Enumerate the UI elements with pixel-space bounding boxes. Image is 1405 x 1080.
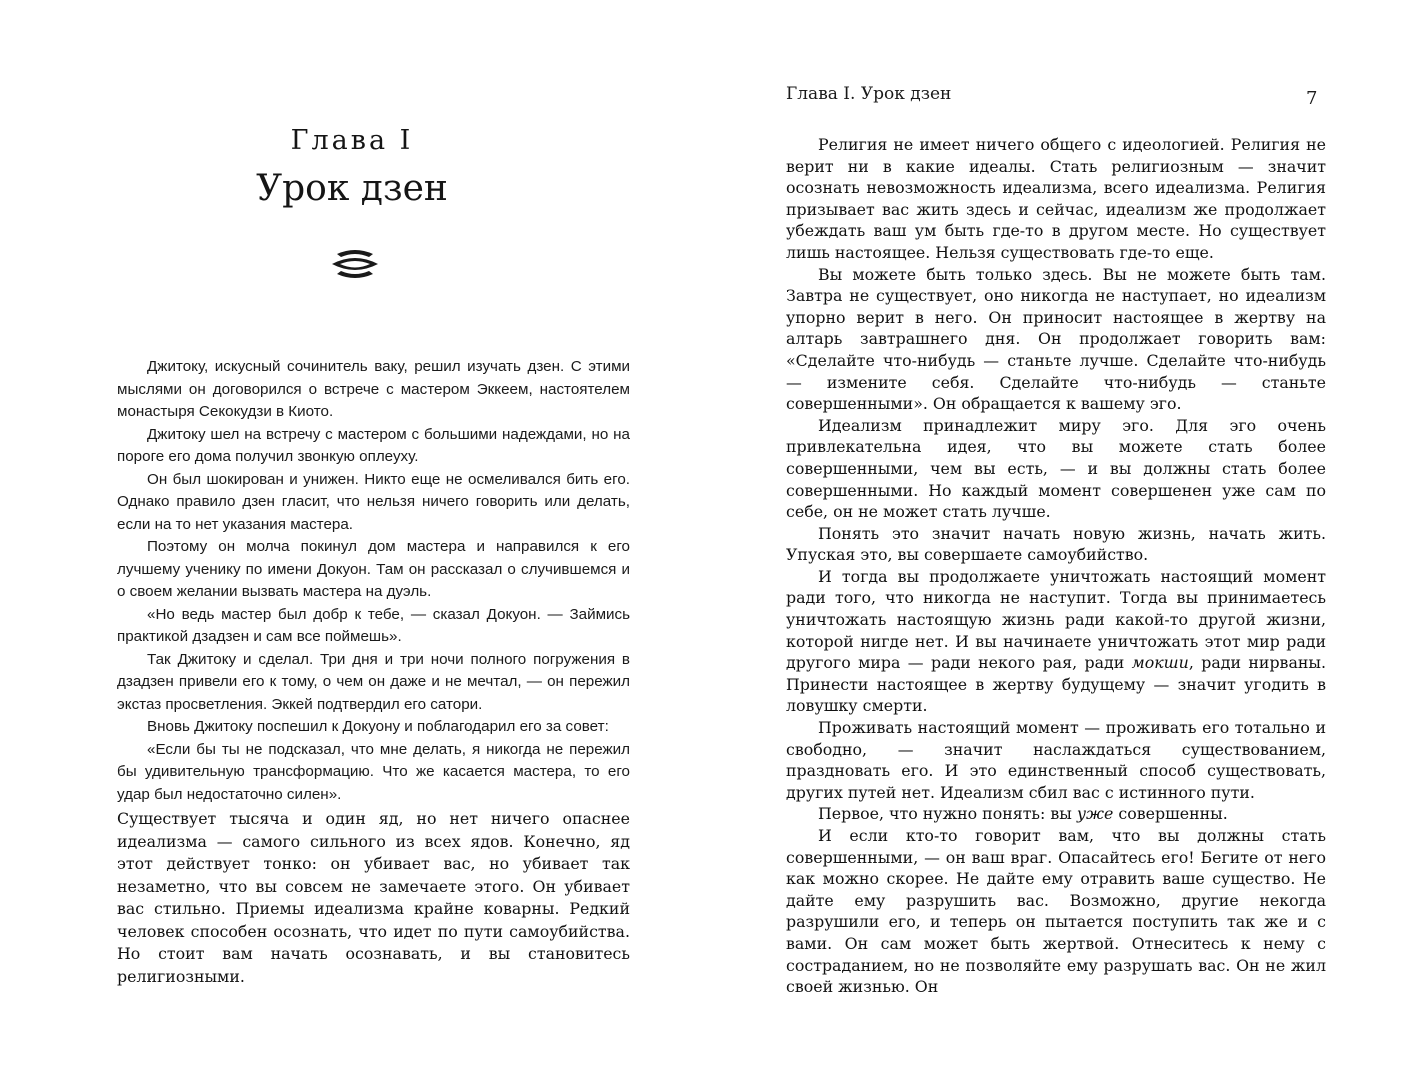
body-paragraph: И если кто-то говорит вам, что вы должны стать совершенными, — он ваш враг. Опасайтесь его! Бегите от него как можно скорее. Не дайте ему отравить ваше существо. Не дайте ему разрушить вас. Возможно, другие некогда разрушили его, и теперь он пытается поступить так же и с вами. Он сам может быть жертвой. Отнеситесь к нему с состраданием, но не позволяйте ему разрушать вас. Он не жил своей жизнью. Он <box>786 826 1326 997</box>
epigraph-paragraph: Он был шокирован и унижен. Никто еще не осмеливался бить его. Однако правило дзен гласит, что нельзя ничего говорить или делать, если на то нет указания мастера. <box>117 470 630 533</box>
wave-ornament-icon <box>331 247 379 281</box>
epigraph-paragraph: «Но ведь мастер был добр к тебе, — сказал Докуон. — Займись практикой дзадзен и сам все поймешь». <box>117 605 630 645</box>
page-number: 7 <box>1306 88 1318 109</box>
body-paragraph: Первое, что нужно понять: вы уже совершенны. <box>818 804 1228 824</box>
epigraph-paragraph: Поэтому он молча покинул дом мастера и направился к его лучшему ученику по имени Докуон. Там он рассказал о случившемся и о своем желании вызвать мастера на дуэль. <box>117 538 630 600</box>
epigraph-paragraph: Джитоку шел на встречу с мастером с большими надеждами, но на пороге его дома получил звонкую оплеуху. <box>117 425 630 465</box>
body-paragraph: Понять это значит начать новую жизнь, начать жить. Упуская это, вы совершаете самоубийство. <box>786 523 1326 565</box>
epigraph-paragraph: «Если бы ты не подсказал, что мне делать, я никогда не пережил бы удивительную трансформацию. Что же касается мастера, то его удар был недостаточно силен». <box>117 740 630 803</box>
chapter-title: Урок дзен <box>256 168 448 209</box>
epigraph-paragraph: Джитоку, искусный сочинитель ваку, решил изучать дзен. С этими мыслями он договорился о встрече с мастером Эккеем, настоятелем монастыря Секокудзи в Киото. <box>117 358 630 420</box>
chapter-label: Глава I <box>290 125 414 156</box>
body-paragraph: Существует тысяча и один яд, но нет ничего опаснее идеализма — самого сильного из всех ядов. Конечно, яд этот действует тонко: он убивает вас, но убивает так незаметно, что вы совсем не замечаете этого. Он убивает вас стильно. Приемы идеализма крайне коварны. Редкий человек способен осознать, что идет по пути самоубийства. Но стоит вам начать осознавать, и вы становитесь религиозными. <box>117 809 630 986</box>
epigraph-paragraph: Вновь Джитоку поспешил к Докуону и поблагодарил его за совет: <box>147 718 609 735</box>
epigraph <box>117 356 630 806</box>
right-page <box>702 0 1405 1080</box>
running-head: Глава I. Урок дзен <box>786 84 952 104</box>
body-paragraph: И тогда вы продолжаете уничтожать настоящий момент ради того, что никогда не наступит. Тогда вы принимаетесь уничтожать настоящую жизнь ради какой-то другой жизни, которой нигде нет. И вы начинаете уничтожать этот мир ради другого мира — ради некого рая, ради мокши, ради нирваны. Принести настоящее в жертву будущему — значит угодить в ловушку смерти. <box>786 566 1326 716</box>
right-body-text <box>786 134 1326 998</box>
left-page <box>0 0 702 1080</box>
body-paragraph: Проживать настоящий момент — проживать его тотально и свободно, — значит наслаждаться существованием, праздновать его. И это единственный способ существовать, других путей нет. Идеализм сбил вас с истинного пути. <box>786 718 1326 802</box>
left-body-text <box>117 808 630 988</box>
body-paragraph: Вы можете быть только здесь. Вы не можете быть там. Завтра не существует, оно никогда не наступает, но идеализм упорно верит в него. Он приносит настоящее в жертву на алтарь завтрашнего дня. Он продолжает говорить вам: «Сделайте что-нибудь — станьте лучше. Сделайте что-нибудь — измените себя. Сделайте что-нибудь — станьте совершенными». Он обращается к вашему эго. <box>786 264 1326 414</box>
body-paragraph: Религия не имеет ничего общего с идеологией. Религия не верит ни в какие идеалы. Стать религиозным — значит осознать невозможность идеализма, всего идеализма. Религия призывает вас жить здесь и сейчас, идеализм же продолжает убеждать ваш ум быть где-то в другом месте. Но существует лишь настоящее. Нельзя существовать где-то еще. <box>786 135 1326 262</box>
epigraph-paragraph: Так Джитоку и сделал. Три дня и три ночи полного погружения в дзадзен привели его к тому, о чем он даже и не мечтал, — он пережил экстаз просветления. Эккей подтвердил его сатори. <box>117 650 630 713</box>
body-paragraph: Идеализм принадлежит миру эго. Для эго очень привлекательна идея, что вы можете стать более совершенными, чем вы есть, — и вы должны стать более совершенными. Но каждый момент совершенен уже сам по себе, он не может стать лучше. <box>786 415 1326 522</box>
